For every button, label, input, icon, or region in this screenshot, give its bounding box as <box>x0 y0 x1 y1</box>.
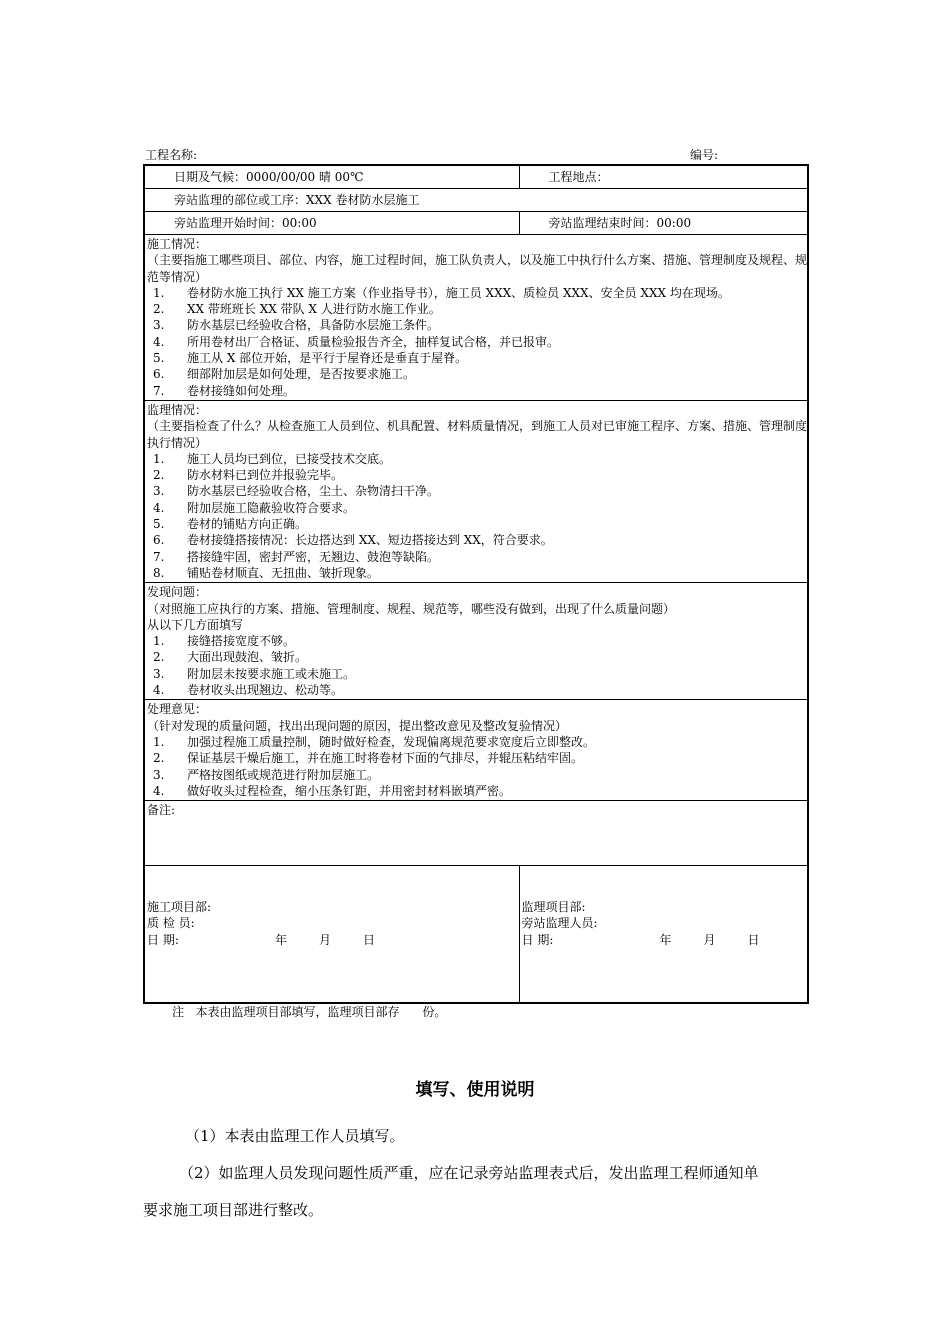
construction-item: 1. 卷材防水施工执行 XX 施工方案（作业指导书），施工员 XXX、质检员 XXX、安全员 XXX 均在现场。 <box>153 285 730 300</box>
instruction-paragraph-2-cont: 要求施工项目部进行整改。 <box>143 1201 324 1219</box>
day-label: 日 <box>747 932 760 947</box>
instruction-paragraph-1: （1）本表由监理工作人员填写。 <box>185 1127 405 1145</box>
supervision-item: 5. 卷材的铺贴方向正确。 <box>153 517 308 532</box>
part-cell: 旁站监理的部位或工序：XXX 卷材防水层施工 <box>144 189 808 212</box>
year-label: 年 <box>275 932 288 947</box>
date-weather-cell: 日期及气候：0000/00/00 晴 00℃ <box>144 165 519 189</box>
supervision-form <box>143 164 809 1004</box>
construction-item: 2. XX 带班班长 XX 带队 X 人进行防水施工作业。 <box>153 302 441 317</box>
construction-title: 施工情况： <box>147 237 208 251</box>
problems-desc2: 从以下几方面填写 <box>147 617 244 632</box>
instruction-paragraph-2: （2）如监理人员发现问题性质严重，应在记录旁站监理表式后，发出监理工程师通知单 <box>179 1164 759 1182</box>
number-label: 编号: <box>690 148 719 162</box>
month-label: 月 <box>703 932 716 947</box>
remarks-row <box>144 801 808 866</box>
date-label: 日 期: <box>147 932 179 947</box>
problems-desc: （对照施工应执行的方案、措施、管理制度、规程、规范等，哪些没有做到，出现了什么质量问题） <box>147 601 676 616</box>
supervision-item: 8. 铺贴卷材顺直、无扭曲、皱折现象。 <box>153 565 380 580</box>
quality-inspector-label: 质 检 员: <box>147 916 195 931</box>
month-label: 月 <box>319 932 332 947</box>
start-time-cell: 旁站监理开始时间：00:00 <box>144 212 519 235</box>
supervision-desc: （主要指检查了什么？从检查施工人员到位、机具配置、材料质量情况，到施工人员对已审施工程序、方案、措施、管理制度执行情况） <box>147 419 808 450</box>
handling-item: 1. 加强过程施工质量控制，随时做好检查，发现偏离规范要求宽度后立即整改。 <box>153 734 596 749</box>
problem-item: 4. 卷材收头出现翘边、松动等。 <box>153 683 344 698</box>
contractor-date-line <box>147 932 519 948</box>
construction-desc: （主要指施工哪些项目、部位、内容，施工过程时间，施工队负责人，以及施工中执行什么方案、措施、管理制度及规程、规范等情况） <box>147 253 808 284</box>
signature-row <box>144 866 808 1004</box>
day-label: 日 <box>363 932 376 947</box>
supervision-section <box>144 400 808 582</box>
construction-item: 7. 卷材接缝如何处理。 <box>153 383 296 398</box>
problems-section <box>144 583 808 700</box>
construction-item: 6. 细部附加层是如何处理，是否按要求施工。 <box>153 367 416 382</box>
location-cell: 工程地点： <box>519 165 808 189</box>
supervisor-dept-label: 监理项目部: <box>521 900 586 915</box>
remarks-label: 备注: <box>147 803 176 818</box>
project-name-label: 工程名称: <box>145 148 198 162</box>
handling-item: 3. 严格按图纸或规范进行附加层施工。 <box>153 767 380 782</box>
handling-item: 4. 做好收头过程检查，缩小压条钉距，并用密封材料嵌填严密。 <box>153 783 512 798</box>
problems-title: 发现问题： <box>147 585 208 600</box>
construction-section <box>144 235 808 401</box>
table-footnote: 注 本表由监理项目部填写，监理项目部存 份。 <box>172 1005 447 1019</box>
supervisor-date-line <box>522 932 808 948</box>
handling-section <box>144 700 808 801</box>
onsite-supervisor-label: 旁站监理人员: <box>521 916 598 931</box>
time-row <box>144 212 808 235</box>
date-location-row <box>144 165 808 189</box>
supervision-item: 2. 防水材料已到位并报验完毕。 <box>153 468 344 483</box>
handling-item: 2. 保证基层干燥后施工，并在施工时将卷材下面的气排尽，并辊压粘结牢固。 <box>153 751 584 766</box>
problem-item: 1. 接缝搭接宽度不够。 <box>153 634 296 649</box>
supervisor-signature-cell <box>519 866 808 1004</box>
contractor-dept-label: 施工项目部: <box>147 900 212 915</box>
date-label: 日 期: <box>521 932 554 947</box>
supervision-item: 4. 附加层施工隐蔽验收符合要求。 <box>153 500 356 515</box>
supervision-item: 1. 施工人员均已到位，已接受技术交底。 <box>153 451 392 466</box>
year-label: 年 <box>659 932 672 947</box>
handling-desc: （针对发现的质量问题，找出出现问题的原因，提出整改意见及整改复验情况） <box>147 718 568 733</box>
handling-title: 处理意见： <box>147 702 208 717</box>
instructions-title: 填写、使用说明 <box>415 1080 535 1100</box>
contractor-signature-cell <box>144 866 519 1004</box>
supervision-item: 7. 搭接缝牢固，密封严密，无翘边、鼓泡等缺陷。 <box>153 549 440 564</box>
construction-item: 3. 防水基层已经验收合格，具备防水层施工条件。 <box>153 318 440 333</box>
problem-item: 3. 附加层未按要求施工或未施工。 <box>153 666 356 681</box>
problem-item: 2. 大面出现鼓泡、皱折。 <box>153 650 308 665</box>
supervision-item: 6. 卷材接缝搭接情况：长边搭达到 XX、短边搭接达到 XX，符合要求。 <box>153 533 553 548</box>
construction-item: 5. 施工从 X 部位开始，是平行于屋脊还是垂直于屋脊。 <box>153 351 468 366</box>
part-row <box>144 189 808 212</box>
construction-item: 4. 所用卷材出厂合格证、质量检验报告齐全，抽样复试合格，并已报审。 <box>153 334 560 349</box>
end-time-cell: 旁站监理结束时间：00:00 <box>519 212 808 235</box>
supervision-title: 监理情况： <box>147 402 208 417</box>
supervision-item: 3. 防水基层已经验收合格，尘土、杂物清扫干净。 <box>153 484 440 499</box>
